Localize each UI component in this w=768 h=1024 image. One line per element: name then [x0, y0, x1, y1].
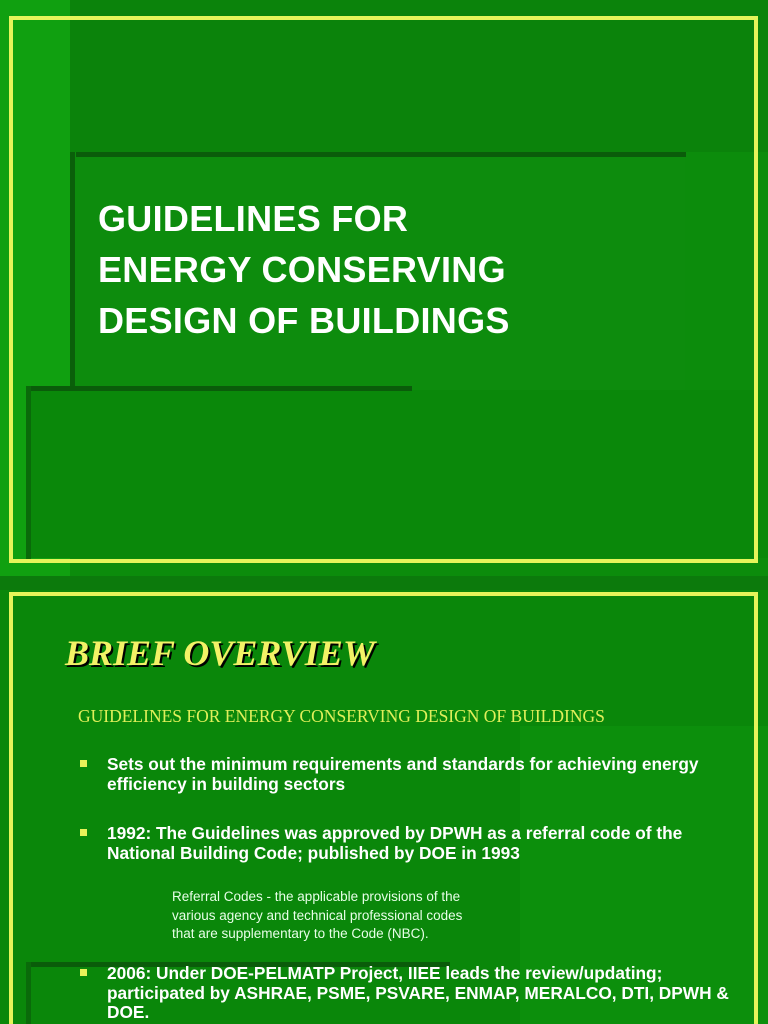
- title-line: DESIGN OF BUILDINGS: [98, 300, 510, 341]
- title-line: ENERGY CONSERVING: [98, 249, 506, 290]
- bullet-square-icon: [80, 969, 87, 976]
- title-line: GUIDELINES FOR: [98, 198, 409, 239]
- bullet-square-icon: [80, 829, 87, 836]
- note-line: Referral Codes - the applicable provisions of the: [172, 889, 461, 904]
- referral-note: [172, 888, 532, 944]
- bullet-text: 1992: The Guidelines was approved by DPWH as a referral code of the National Building Code; published by DOE in 1993: [107, 823, 683, 863]
- note-line: that are supplementary to the Code (NBC).: [172, 926, 429, 941]
- slide-title: [98, 193, 658, 346]
- bullet-text: Sets out the minimum requirements and standards for achieving energy efficiency in building sectors: [107, 754, 699, 794]
- bullet-text: 2006: Under DOE-PELMATP Project, IIEE leads the review/updating; participated by ASHRAE, PSME, PSVARE, ENMAP, MERALCO, DTI, DPWH & DOE.: [107, 963, 729, 1022]
- note-line: various agency and technical professional codes: [172, 907, 463, 923]
- decor-top-strip: [0, 576, 768, 590]
- bullet-square-icon: [80, 760, 87, 767]
- slide-subheading: GUIDELINES FOR ENERGY CONSERVING DESIGN OF BUILDINGS: [78, 706, 605, 726]
- slide-heading: BRIEF OVERVIEW: [65, 633, 375, 673]
- overview-slide: [0, 576, 768, 1024]
